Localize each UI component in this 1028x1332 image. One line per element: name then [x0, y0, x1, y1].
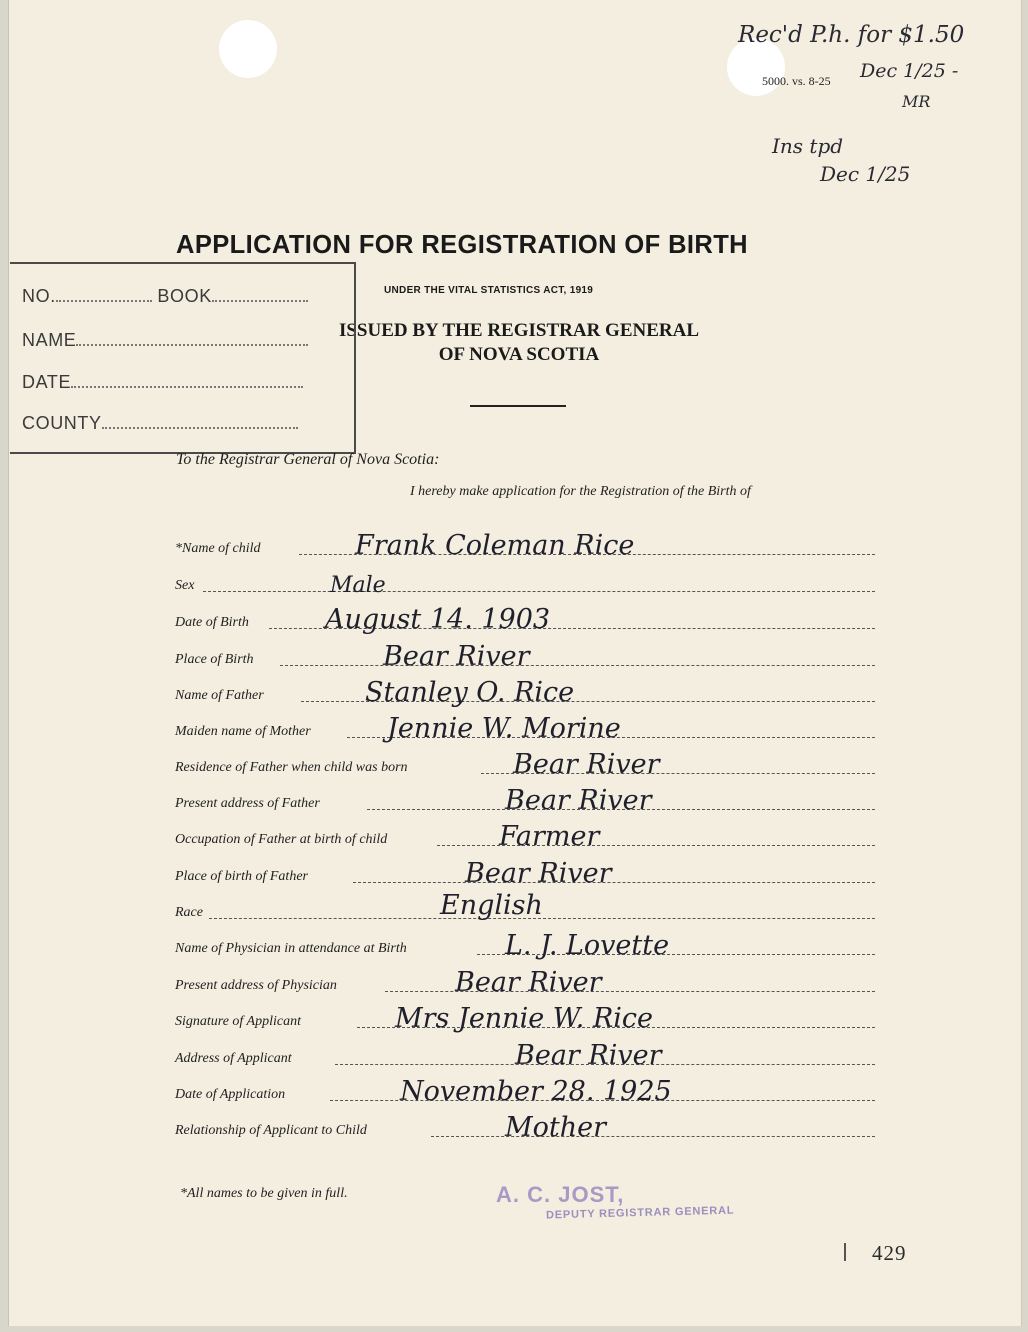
field-label: Signature of Applicant [175, 1014, 301, 1029]
form-subtitle: UNDER THE VITAL STATISTICS ACT, 1919 [384, 285, 594, 296]
stamp-no-row [22, 286, 308, 307]
stamp-name-row [22, 330, 308, 351]
field-row [175, 1002, 875, 1032]
field-row [175, 966, 875, 996]
stamp-no-label: NO. [22, 286, 56, 306]
field-row [175, 529, 875, 559]
stamp-date-label: DATE [22, 372, 72, 392]
field-row [175, 1111, 875, 1141]
handwritten-ins-date: Dec 1/25 [820, 162, 911, 186]
stamp-county-row [22, 413, 298, 434]
field-row [175, 820, 875, 850]
issuer-line-1: ISSUED BY THE REGISTRAR GENERAL [338, 320, 700, 341]
field-row [175, 566, 875, 596]
field-label: Name of Physician in attendance at Birth [175, 941, 407, 956]
field-value: Bear River [515, 1040, 662, 1071]
field-value: Bear River [455, 967, 602, 998]
handwritten-initials: MR [902, 92, 931, 111]
field-value: Bear River [383, 641, 530, 672]
field-label: Present address of Physician [175, 978, 337, 993]
field-row [175, 857, 875, 887]
field-value: Stanley O. Rice [365, 677, 575, 708]
field-row [175, 1039, 875, 1069]
addressee: To the Registrar General of Nova Scotia: [176, 451, 440, 468]
field-value: English [440, 890, 543, 921]
field-label: Date of Birth [175, 615, 249, 630]
field-value: Farmer [499, 821, 600, 852]
deputy-stamp-name: A. C. JOST, [496, 1182, 625, 1207]
field-row [175, 676, 875, 706]
field-label: Place of Birth [175, 652, 254, 667]
field-value: August 14. 1903 [325, 604, 551, 635]
handwritten-payment-note: Rec'd P.h. for $1.50 [738, 22, 965, 48]
field-label: Sex [175, 578, 195, 593]
field-label: Residence of Father when child was born [175, 760, 408, 775]
field-label: Maiden name of Mother [175, 724, 311, 739]
field-label: Race [175, 905, 203, 920]
field-label: Address of Applicant [175, 1051, 292, 1066]
field-row [175, 784, 875, 814]
field-value: Bear River [465, 858, 612, 889]
field-label: Present address of Father [175, 796, 320, 811]
stamp-book-label: BOOK [157, 286, 212, 306]
page-number: 429 [872, 1241, 907, 1265]
deputy-stamp-title: DEPUTY REGISTRAR GENERAL [545, 1204, 735, 1222]
field-value: L. J. Lovette [505, 930, 670, 961]
handwritten-ins-note: Ins tpd [772, 134, 844, 158]
field-row [175, 890, 875, 923]
field-label: Date of Application [175, 1087, 286, 1102]
form-code: 5000. vs. 8-25 [762, 74, 831, 88]
field-value: Jennie W. Morine [387, 713, 621, 744]
handwritten-payment-date: Dec 1/25 - [860, 60, 959, 82]
field-label: Place of birth of Father [175, 869, 308, 884]
field-label: Relationship of Applicant to Child [175, 1123, 367, 1138]
stamp-county-label: COUNTY [22, 413, 102, 433]
field-label: Name of Father [175, 688, 264, 703]
field-value: Frank Coleman Rice [355, 530, 635, 561]
punch-hole [219, 20, 277, 78]
field-value: Male [330, 573, 386, 598]
field-value: Mrs Jennie W. Rice [395, 1003, 654, 1034]
field-row [175, 712, 875, 742]
field-value: Bear River [513, 749, 660, 780]
field-row [175, 748, 875, 778]
field-label: *Name of child [175, 541, 261, 556]
field-value: Mother [505, 1112, 607, 1143]
stamp-name-label: NAME [22, 330, 77, 350]
form-title: APPLICATION FOR REGISTRATION OF BIRTH [176, 231, 749, 259]
intro-text: I hereby make application for the Registration of the Birth of [410, 484, 751, 499]
tally-mark [844, 1243, 846, 1261]
field-row [175, 1075, 875, 1105]
issuer-heading [300, 319, 738, 367]
field-row [175, 603, 875, 633]
stamp-date-row [22, 372, 303, 393]
field-row [175, 929, 875, 959]
field-row [175, 640, 875, 670]
field-value: Bear River [505, 785, 652, 816]
issuer-line-2: OF NOVA SCOTIA [438, 344, 600, 365]
footnote: *All names to be given in full. [180, 1186, 348, 1201]
field-value: November 28. 1925 [400, 1076, 672, 1107]
heading-rule [470, 405, 566, 407]
field-label: Occupation of Father at birth of child [175, 832, 388, 847]
